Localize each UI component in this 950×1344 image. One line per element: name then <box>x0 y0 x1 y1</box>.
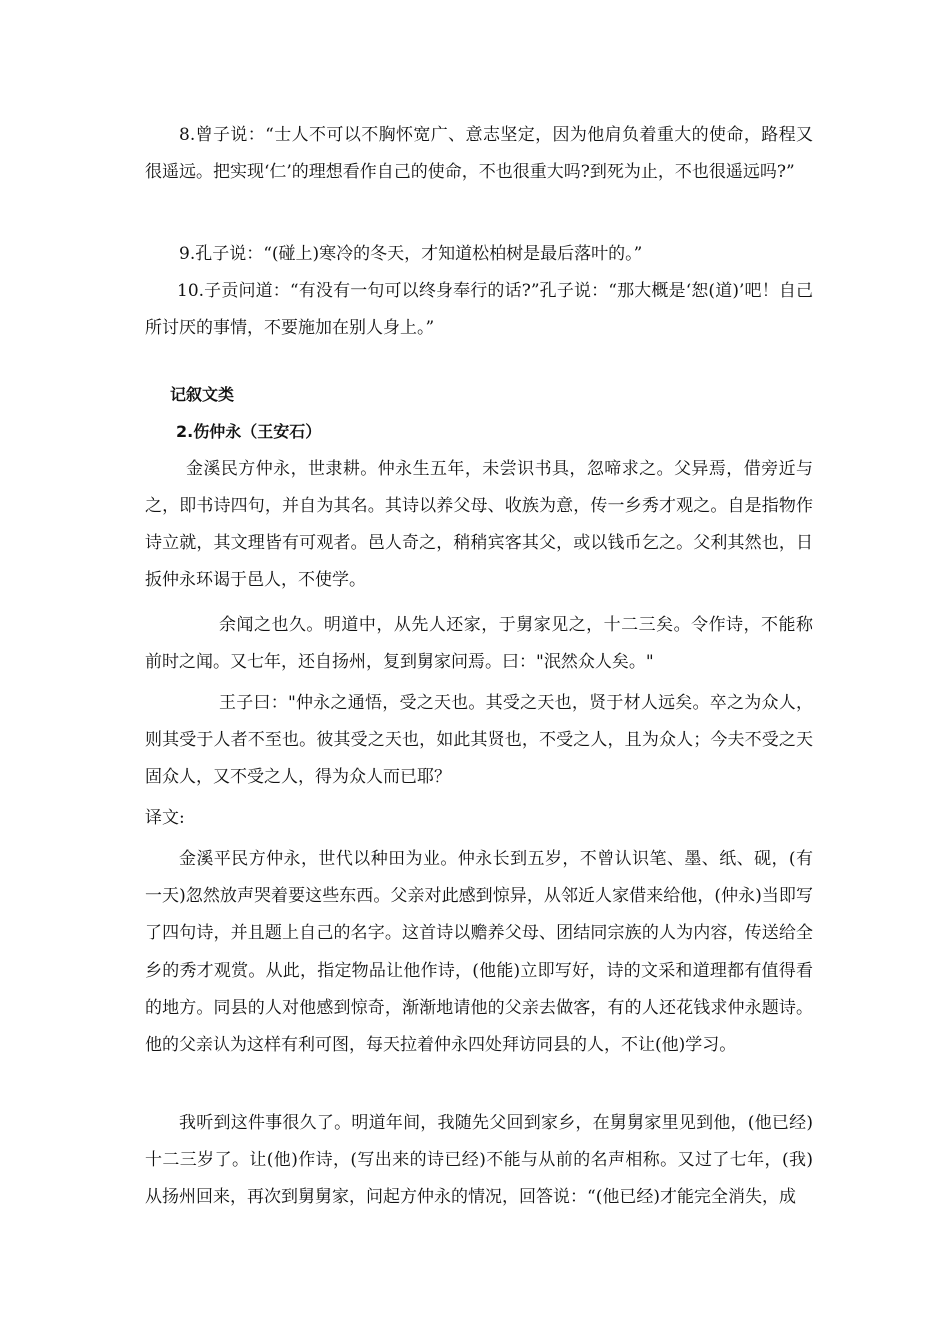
original-paragraph-3: 王子曰："仲永之通悟，受之天也。其受之天也，贤于材人远矣。卒之为众人，则其受于人者不至也。彼其受之天也，如此其贤也，不受之人，且为众人；今夫不受之天固众人，又不受之人，得为众人而已耶？ <box>145 693 813 787</box>
original-paragraph-1: 金溪民方仲永，世隶耕。仲永生五年，未尝识书具，忽啼求之。父异焉，借旁近与之，即书诗四句，并自为其名。其诗以养父母、收族为意，传一乡秀才观之。自是指物作诗立就，其文理皆有可观者。邑人奇之，稍稍宾客其父，或以钱币乞之。父利其然也，日扳仲永环谒于邑人，不使学。 <box>145 459 813 590</box>
translation-paragraph-1: 金溪平民方仲永，世代以种田为业。仲永长到五岁，不曾认识笔、墨、纸、砚，(有一天)忽然放声哭着要这些东西。父亲对此感到惊异，从邻近人家借来给他，(仲永)当即写了四句诗，并且题上自己的名字。这首诗以赡养父母、团结同宗族的人为内容，传送给全乡的秀才观赏。从此，指定物品让他作诗，(他能)立即写好，诗的文采和道理都有值得看的地方。同县的人对他感到惊奇，渐渐地请他的父亲去做客，有的人还花钱求仲永题诗。他的父亲认为这样有利可图，每天拉着仲永四处拜访同县的人，不让(他)学习。 <box>145 849 813 1056</box>
analects-item-9: 9.孔子说：“(碰上)寒冷的冬天，才知道松柏树是最后落叶的。” <box>179 244 643 264</box>
analects-item-8: 8.曾子说：“士人不可以不胸怀宽广、意志坚定，因为他肩负着重大的使命，路程又很遥远。把实现‘仁’的理想看作自己的使命，不也很重大吗?到死为止，不也很遥远吗?” <box>145 125 813 182</box>
section-heading: 记叙文类 <box>170 385 235 404</box>
article-title: 2.伤仲永（王安石） <box>176 422 322 441</box>
translation-paragraph-2: 我听到这件事很久了。明道年间，我随先父回到家乡，在舅舅家里见到他，(他已经)十二三岁了。让(他)作诗，(写出来的诗已经)不能与从前的名声相称。又过了七年，(我)从扬州回来，再次到舅舅家，问起方仲永的情况，回答说：“(他已经)才能完全消失，成 <box>145 1113 813 1208</box>
original-paragraph-2: 余闻之也久。明道中，从先人还家，于舅家见之，十二三矣。令作诗，不能称前时之闻。又七年，还自扬州，复到舅家问焉。曰："泯然众人矣。" <box>145 615 813 672</box>
analects-item-10: 10.子贡问道：“有没有一句可以终身奉行的话?”孔子说：“那大概是‘恕(道)’吧！自己所讨厌的事情，不要施加在别人身上。” <box>145 281 813 338</box>
translation-label: 译文: <box>145 808 185 828</box>
